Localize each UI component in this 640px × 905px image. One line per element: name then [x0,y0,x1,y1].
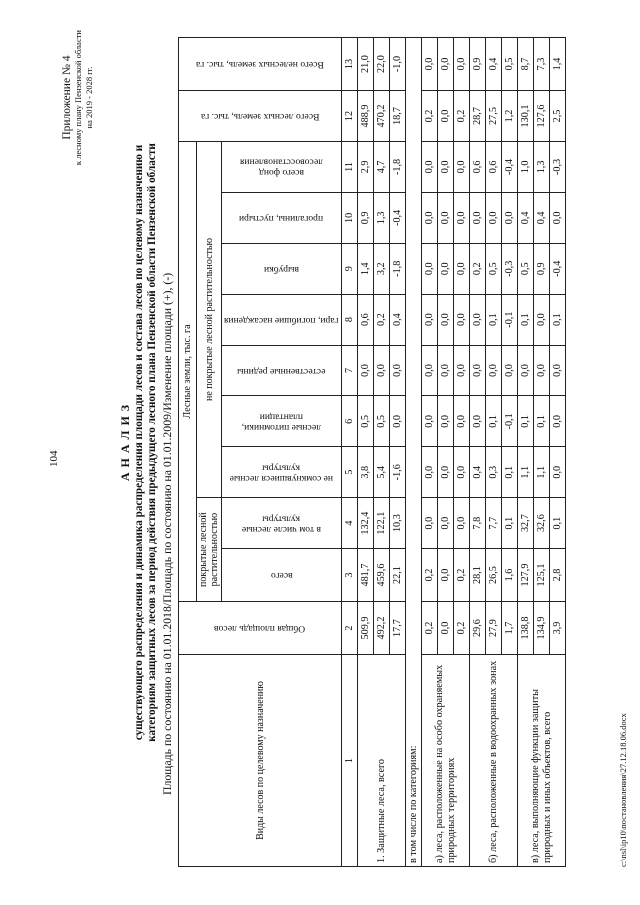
table-cell: 0,0 [438,396,454,447]
table-cell: 127,9 [518,549,534,602]
table-cell: 29,6 [470,602,486,655]
table-cell: 0,0 [438,345,454,396]
table-cell: 132,4 [358,498,374,549]
table-cell: 1,1 [518,447,534,498]
table-cell: 1,7 [502,602,518,655]
table-cell: 0,2 [454,549,470,602]
header-forest-lands-total: Всего лесных земель, тыс. га [179,91,342,142]
row-label: а) леса, расположенные на особо охраняемых природных территориях [422,655,470,867]
table-cell: 0,2 [422,602,438,655]
table-row [470,38,486,867]
table-cell: 7,8 [470,498,486,549]
table-cell: 0,2 [454,602,470,655]
table-cell: 10,3 [390,498,406,549]
section-label: в том числе по категориям: [406,38,422,867]
annex-block [62,30,95,165]
annex-line2: к лесному плану Пензенской области [73,30,83,166]
table-cell: 509,9 [358,602,374,655]
title-line2: категориям защитных лесов за период действия предыдущего лесного плана Пензенской области Пензенской области [146,143,158,742]
row-label: в) леса, выполняющие функции защиты природных и иных объектов, всего [518,655,566,867]
table-cell: 0,0 [390,345,406,396]
column-number: 9 [342,243,358,294]
table-cell: 28,1 [470,549,486,602]
table-cell: -1,8 [390,243,406,294]
table-cell: 0,5 [502,38,518,91]
table-cell: 0,0 [438,192,454,243]
table-cell: 0,0 [454,396,470,447]
table-cell: 0,0 [454,243,470,294]
table-cell: 122,1 [374,498,390,549]
table-cell: -0,4 [550,243,566,294]
table-cell: 0,0 [550,192,566,243]
table-cell: 3,8 [358,447,374,498]
table-cell: 0,1 [518,396,534,447]
table-cell: 0,0 [438,549,454,602]
table-cell: 0,2 [454,91,470,142]
table-cell: 0,0 [438,498,454,549]
table-cell: 0,0 [454,498,470,549]
table-cell: 0,5 [374,396,390,447]
table-cell: 459,6 [374,549,390,602]
header-covered-crops: в том числе лесные культуры [222,498,342,549]
table-cell: 1,3 [374,192,390,243]
table-cell: 0,0 [422,345,438,396]
table-cell: 0,0 [454,192,470,243]
table-cell: 2,5 [550,91,566,142]
table-cell: 0,0 [470,345,486,396]
table-cell: 0,0 [438,243,454,294]
table-cell: 0,2 [422,91,438,142]
table-cell: 0,0 [454,345,470,396]
table-cell: 0,4 [470,447,486,498]
table-cell: 0,1 [486,396,502,447]
table-cell: 0,0 [422,141,438,192]
table-cell: 0,5 [358,396,374,447]
column-number: 8 [342,294,358,345]
table-cell: 0,0 [422,38,438,91]
table-cell: 3,2 [374,243,390,294]
header-covered: покрытые лесной растительностью [197,498,222,602]
table-cell: -0,3 [502,243,518,294]
table-cell: 0,5 [486,243,502,294]
table-cell: 7,7 [486,498,502,549]
column-number: 5 [342,447,358,498]
column-number: 13 [342,38,358,91]
table-cell: 0,0 [422,294,438,345]
table-cell: 0,0 [390,396,406,447]
table-cell: 27,5 [486,91,502,142]
table-cell: 134,9 [534,602,550,655]
table-cell: 0,0 [486,345,502,396]
header-not-covered: не покрытые лесной растительностью [197,141,222,497]
table-cell: 0,6 [486,141,502,192]
row-label: 1. Защитные леса, всего [358,655,406,867]
table-cell: 127,6 [534,91,550,142]
table-row [518,38,534,867]
table-cell: 0,0 [438,141,454,192]
table-cell: 0,0 [502,345,518,396]
table-cell: 0,0 [422,243,438,294]
table-cell: 0,9 [470,38,486,91]
table-cell: 0,0 [486,192,502,243]
table-cell: 0,0 [550,345,566,396]
table-cell: 0,0 [518,345,534,396]
table-cell: 8,7 [518,38,534,91]
table-cell: 481,7 [358,549,374,602]
header-nc-nurseries: лесные питомники, плантации [222,396,342,447]
table-cell: 32,6 [534,498,550,549]
table-cell: 0,2 [422,549,438,602]
table-cell: 0,0 [534,345,550,396]
table-cell: 0,6 [470,141,486,192]
header-forest-type: Виды лесов по целевому назначению [179,655,342,867]
header-nc-unclosed: не сомкнувшиеся лесные культуры [222,447,342,498]
table-cell: 488,9 [358,91,374,142]
table-cell: 0,0 [358,345,374,396]
header-nonforest-total: Всего нелесных земель, тыс. га [179,38,342,91]
table-cell: 0,0 [438,294,454,345]
column-numbers-row [342,38,358,867]
table-cell: 22,0 [374,38,390,91]
table-cell: 0,9 [358,192,374,243]
column-number: 2 [342,602,358,655]
table-cell: 0,0 [374,345,390,396]
header-nc-sparse: естественные редины [222,345,342,396]
table-cell: 4,7 [374,141,390,192]
document-title [118,40,159,845]
table-cell: 1,4 [358,243,374,294]
header-forest-lands: Лесные земли, тыс. га [179,141,197,601]
column-number: 4 [342,498,358,549]
table-cell: 0,0 [438,602,454,655]
table-cell: 0,1 [518,294,534,345]
table-cell: 1,2 [502,91,518,142]
table-cell: -1,8 [390,141,406,192]
table-cell: 0,4 [534,192,550,243]
table-cell: -1,6 [390,447,406,498]
table-cell: 125,1 [534,549,550,602]
table-cell: 0,9 [534,243,550,294]
table-cell: 0,0 [502,192,518,243]
table-cell: 0,2 [470,243,486,294]
page-number: 104 [48,450,60,467]
table-cell: 0,0 [550,396,566,447]
table-cell: 5,4 [374,447,390,498]
header-nc-burnt: гари, погибшие насаждения [222,294,342,345]
header-nc-fund: всего фонд лесовосстановления [222,141,342,192]
forest-distribution-table [178,37,566,867]
table-cell: 0,0 [454,447,470,498]
table-cell: -1,0 [390,38,406,91]
annex-line1: Приложение № 4 [61,55,73,140]
table-cell: -0,3 [550,141,566,192]
table-cell: 0,1 [502,447,518,498]
table-cell: -0,1 [502,396,518,447]
table-cell: -0,1 [502,294,518,345]
column-number: 11 [342,141,358,192]
table-row [358,38,374,867]
table-cell: 2,8 [550,549,566,602]
column-number: 12 [342,91,358,142]
table-cell: 22,1 [390,549,406,602]
table-cell: 27,9 [486,602,502,655]
table-cell: 32,7 [518,498,534,549]
column-number: 6 [342,396,358,447]
table-cell: 17,7 [390,602,406,655]
table-cell: 0,4 [486,38,502,91]
table-cell: 0,0 [470,396,486,447]
title-line1: существующего распределения и динамика распределения площади лесов и состава лесов по целевому назначению и [133,144,145,741]
header-nc-clearings: вырубки [222,243,342,294]
column-number: 1 [342,655,358,867]
table-cell: 0,1 [534,396,550,447]
table-cell: 0,1 [502,498,518,549]
table-cell: 0,0 [422,192,438,243]
table-cell: 26,5 [486,549,502,602]
table-cell: 0,0 [422,498,438,549]
column-number: 7 [342,345,358,396]
table-cell: 0,2 [374,294,390,345]
annex-line3: на 2019 - 2028 гг. [84,66,94,129]
title-analysis: А Н А Л И З [118,403,132,482]
table-cell: 492,2 [374,602,390,655]
table-cell: 0,0 [422,447,438,498]
table-cell: 0,5 [518,243,534,294]
table-cell: -0,4 [502,141,518,192]
table-cell: 1,3 [534,141,550,192]
footer-filepath: c:\nsl\ip10\постановления\27.12.18.06.docx [618,713,628,867]
table-cell: 0,3 [486,447,502,498]
table-cell: 0,1 [550,498,566,549]
table-cell: 0,0 [438,447,454,498]
table-cell: 21,0 [358,38,374,91]
table-cell: 0,0 [454,141,470,192]
header-total-area: Общая площадь лесов [179,602,342,655]
table-cell: 1,6 [502,549,518,602]
column-number: 10 [342,192,358,243]
table-cell: 1,0 [518,141,534,192]
periods-caption: Площадь по состоянию на 01.01.2018/Площадь по состоянию на 01.01.2009/Изменение площади (+), (-) [160,272,174,795]
table-cell: 0,4 [390,294,406,345]
table-cell: 0,4 [518,192,534,243]
table-cell: 0,1 [486,294,502,345]
table-cell: 130,1 [518,91,534,142]
column-number: 3 [342,549,358,602]
table-cell: 1,1 [534,447,550,498]
table-cell: 0,0 [454,294,470,345]
header-nc-glades: прогалины, пустыри [222,192,342,243]
table-cell: 0,0 [438,91,454,142]
table-cell: 2,9 [358,141,374,192]
table-cell: 1,4 [550,38,566,91]
table-cell: 470,2 [374,91,390,142]
table-cell: 0,0 [534,294,550,345]
table-cell: 3,9 [550,602,566,655]
table-cell: 18,7 [390,91,406,142]
table-cell: -0,4 [390,192,406,243]
header-covered-total: всего [222,549,342,602]
table-cell: 0,1 [550,294,566,345]
table-cell: 0,0 [454,38,470,91]
table-cell: 0,0 [470,192,486,243]
table-cell: 138,8 [518,602,534,655]
table-cell: 28,7 [470,91,486,142]
table-cell: 0,0 [470,294,486,345]
table-cell: 7,3 [534,38,550,91]
table-cell: 0,0 [422,396,438,447]
row-label: б) леса, расположенные в водоохранных зонах [470,655,518,867]
table-row-section [406,38,422,867]
table-cell: 0,0 [550,447,566,498]
table-cell: 0,0 [438,38,454,91]
table-row [422,38,438,867]
table-cell: 0,6 [358,294,374,345]
